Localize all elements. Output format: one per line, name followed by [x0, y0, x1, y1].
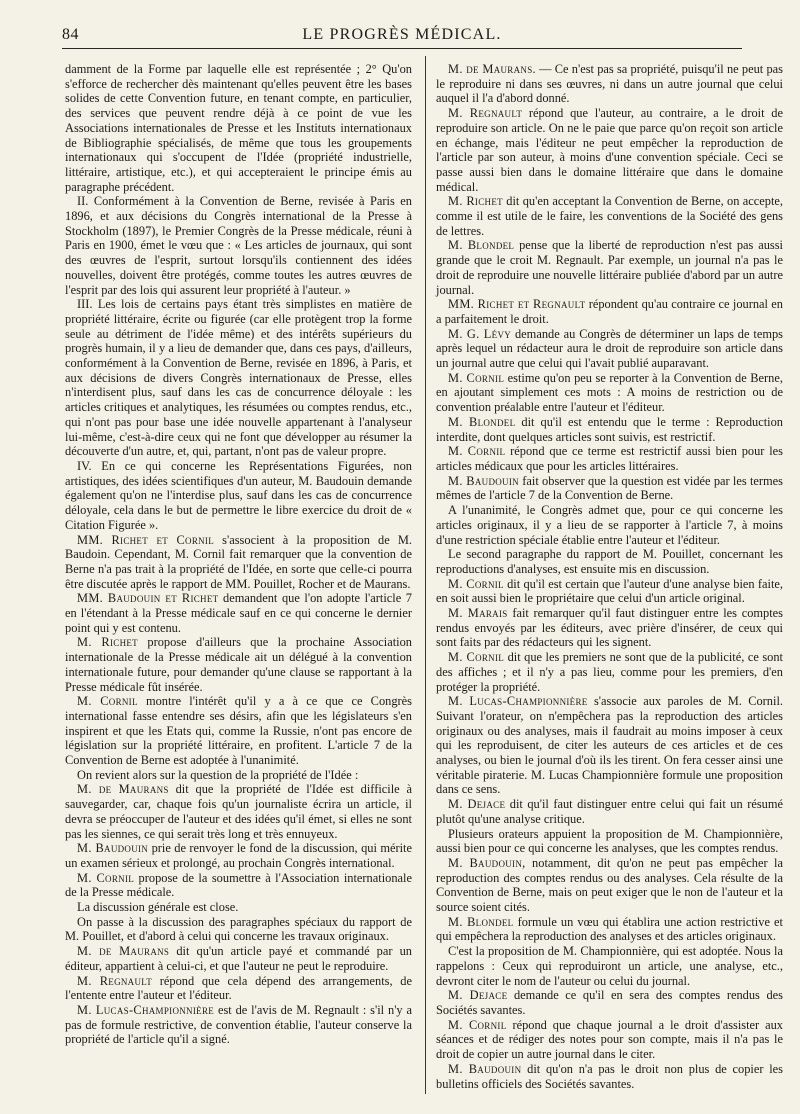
- paragraph: [436, 577, 783, 606]
- paragraph: [436, 694, 783, 797]
- paragraph: [436, 474, 783, 503]
- speaker-name: M. Lucas-Championnière: [77, 1003, 215, 1017]
- speaker-name: M. de Maurans.: [448, 62, 536, 76]
- paragraph: [65, 533, 412, 592]
- paragraph-text: répond que l'auteur, au contraire, a le droit de reproduire son article. On ne le paie que parce qu'on reçoit son article en échange, mais l'éditeur ne peut empêcher la reproduction de l'article par son auteur, à moins d'une convention spéciale. Ceci se passe aussi bien dans le domaine littéraire que dans le domaine médical.: [436, 106, 783, 194]
- paragraph-text: prie de renvoyer le fond de la discussion, qui mérite un examen sérieux et prolongé, au prochain Congrès international.: [65, 841, 412, 870]
- paragraph-text: demande au Congrès de déterminer un laps de temps après lequel un rédacteur aura le droit de reproduire son article dans un journal autre que celui qui l'avait publié auparavant.: [436, 326, 784, 371]
- paragraph: [65, 782, 412, 841]
- speaker-name: M. Dejace: [448, 797, 506, 812]
- paragraph: [436, 194, 783, 238]
- paragraph: [436, 106, 783, 194]
- speaker-name: M. Blondel: [448, 914, 514, 929]
- paragraph-text: demande ce qu'il en sera des comptes rendus des Sociétés savantes.: [436, 988, 783, 1017]
- paragraph-text: répondent qu'au contraire ce journal en a parfaitement le droit.: [436, 297, 783, 326]
- left-column: [65, 62, 412, 1047]
- paragraph-text: IV. En ce qui concerne les Représentations Figurées, non artistiques, des idées scientifiques d'un auteur, M. Baudouin demande également qu'on ne l'interdise plus, sauf dans les cas de concurrence déloyale, cela dans le but de permettre le libre exercice du droit de « Citation Figurée ».: [65, 458, 412, 532]
- speaker-name: MM. Richet et Cornil: [77, 532, 215, 547]
- paragraph: [65, 944, 412, 973]
- column-divider: [425, 56, 426, 1094]
- speaker-name: M. Regnault: [77, 973, 153, 988]
- speaker-name: M. Richet: [77, 635, 138, 650]
- paragraph-text: II. Conformément à la Convention de Berne, revisée à Paris en 1896, et aux décisions du Congrès international de la Presse à Stockholm (1897), le Premier Congrès de la Presse médicale, réuni à Paris en 1900, émet le vœu que : « Les articles de journaux, qui sont des œuvres de l'esprit, surtout lorsqu'ils contiennent des idées nouvelles, doivent être protégés, comme toutes les autres œuvres de l'esprit par des lois qui assurent leur propriété à l'auteur. »: [65, 194, 412, 297]
- speaker-name: MM. Baudouin et Richet: [77, 591, 219, 606]
- paragraph: [65, 1003, 412, 1047]
- paragraph: [436, 650, 783, 694]
- paragraph-text: dit que la propriété de l'Idée est difficile à sauvegarder, car, chaque fois qu'un journaliste écrira un article, il devra se préoccuper de l'auteur et des idées qu'il émet, si elles ne sont pas les siennes, ce qui serait très long et très ennuyeux.: [65, 782, 412, 841]
- paragraph-text: est de l'avis de M. Regnault : s'il n'y a pas de formule restrictive, de convention établie, l'auteur conserve la propriété de l'article qu'il a signé.: [65, 1003, 412, 1047]
- speaker-name: M. Cornil: [448, 650, 505, 665]
- paragraph: [436, 856, 783, 915]
- paragraph: [436, 371, 783, 415]
- paragraph-text: dit qu'il est certain que l'auteur d'une analyse bien faite, en soit aussi bien le propriétaire que celui d'un article original.: [436, 576, 783, 606]
- paragraph: [436, 503, 783, 547]
- paragraph: [436, 238, 783, 297]
- speaker-name: M. de Maurans: [77, 944, 170, 959]
- paragraph: [65, 297, 412, 459]
- paragraph-text: s'associe aux paroles de M. Cornil. Suivant l'orateur, on n'empêchera pas la reproduction des articles originaux ou des analyses, mais il faudrait au moins imposer à ceux qui les reproduisent, de citer les auteurs de ces articles et de ces analyses, ou bien le journal d'où ils les tirent. On fera cesser ainsi une véritable piraterie. M. Lucas Championnière formule une proposition dans ce sens.: [436, 694, 783, 797]
- speaker-name: M. Baudouin: [448, 1061, 522, 1076]
- paragraph: [436, 1018, 783, 1062]
- paragraph: [65, 459, 412, 533]
- paragraph-text: On revient alors sur la question de la propriété de l'Idée :: [77, 767, 359, 782]
- right-column: [436, 62, 783, 1091]
- paragraph-text: III. Les lois de certains pays étant très simplistes en matière de propriété littéraire, écrite ou figurée (car elle protègent trop la forme seule au détriment de l'idée même) et des intérêts supérieurs du progrès humain, il y a lieu de demander que, dans ces pays, d'ailleurs, conformément à la Convention de Berne, revisée en 1896, à Paris, et aux décisions de divers Congrès internationaux de Presse, elles n'interdisent plus, sauf dans les cas de concurrence déloyale : les articles critiques et analytiques, les résumées ou comptes rendus, etc., qui n'ont pas pour base une idée nouvelle appartenant à l'analyseur lui-même, c'est-à-dire ceux qui ne font que développer au résumer la découverte d'un autre, et, qui, partant, n'ont pas de valeur propre.: [65, 297, 412, 459]
- paragraph: [65, 974, 412, 1003]
- paragraph: [436, 297, 783, 326]
- paragraph: [436, 62, 783, 106]
- paragraph-text: dit qu'il est entendu que le terme : Reproduction interdite, dont quelques articles sont suivis, est restrictif.: [436, 414, 783, 444]
- paragraph-text: montre l'intérêt qu'il y a à ce que ce Congrès international fasse entendre ses désirs, afin que les législateurs s'en inspirent et que les Etats qui, comme la Russie, n'ont pas encore de législation sur la propriété littéraire, en profitent. L'article 7 de la Convention de Berne est adoptée à l'unanimité.: [65, 694, 412, 768]
- speaker-name: M. Lucas-Championnière: [448, 694, 588, 709]
- speaker-name: M. Cornil: [77, 870, 135, 885]
- speaker-name: M. Baudouin: [77, 841, 149, 856]
- paragraph-text: fait observer que la question est vidée par les termes mêmes de l'article 7 de la Convention de Berne.: [436, 473, 784, 503]
- speaker-name: M. Cornil: [448, 576, 504, 591]
- paragraph: [436, 827, 783, 856]
- paragraph-text: — Ce n'est pas sa propriété, puisqu'il ne peut pas le reproduire ni dans ses œuvres, ni dans un autre journal que celui auquel il l'a d'abord donné.: [436, 62, 783, 106]
- paragraph-text: notamment, dit qu'on ne peut pas empêcher la reproduction des comptes rendus ou des analyses. Cela résulte de la Convention de Berne, mais on peut exiger que le non de l'auteur et la source soient cités.: [436, 855, 783, 915]
- paragraph-text: damment de la Forme par laquelle elle est représentée ; 2° Qu'on s'efforce de rechercher dès maintenant qu'elles peuvent être les bases solides de cette Convention future, en tenant compte, en particulier, des services que peuvent rendre déjà à ce point de vue les Associations internationales de Presse et les Instituts internationaux de Bibliographie spécialisés, de même que tous les groupements internationaux qui s'occupent de l'Idée (propriété industrielle, littéraire, artistique, etc.), et qui accepteraient le principe émis au paragraphe précédent.: [65, 62, 412, 194]
- paragraph-text: propose d'ailleurs que la prochaine Association internationale de la Presse médicale ait un délégué à la convention internationale future, pour demander qu'une clause se rapportant à la Presse médicale fût insérée.: [65, 635, 413, 694]
- speaker-name: M. Marais: [448, 606, 508, 621]
- speaker-name: M. Dejace: [448, 988, 508, 1003]
- paragraph: [65, 871, 412, 900]
- paragraph: [436, 547, 783, 576]
- speaker-name: M. Cornil: [448, 444, 506, 459]
- paragraph-text: répond que chaque journal a le droit d'assister aux séances et de rédiger des notes pour son compte, mais il n'a pas le droit de copier un autre journal dans le citer.: [436, 1017, 783, 1062]
- speaker-name: M. Cornil: [448, 1017, 507, 1032]
- paragraph: [65, 635, 412, 694]
- paragraph-text: répond que ce terme est restrictif aussi bien pour les articles médicaux que pour les articles littéraires.: [436, 444, 783, 473]
- paragraph-text: dit qu'on n'a pas le droit non plus de copier les bulletins officiels des Sociétés savantes.: [436, 1061, 783, 1091]
- paragraph-text: estime qu'on peu se reporter à la Convention de Berne, en ajoutant simplement ces mots : A moins de restriction ou de convention préalable entre l'auteur et l'éditeur.: [436, 370, 783, 415]
- paragraph-text: C'est la proposition de M. Championnière, qui est adoptée. Nous la rappelons : Ceux qui reproduiront un article, une analyse, etc., devront citer le nom de l'auteur ou celui du journal.: [436, 944, 783, 988]
- paragraph: [65, 900, 412, 915]
- paragraph: [65, 915, 412, 944]
- speaker-name: M. Cornil: [448, 370, 505, 385]
- paragraph: [436, 944, 783, 988]
- paragraph: [436, 988, 783, 1017]
- paragraph: [65, 694, 412, 768]
- speaker-name: M. Blondel: [448, 414, 516, 429]
- paragraph-text: s'associent à la proposition de M. Baudoin. Cependant, M. Cornil fait remarquer que la convention de Berne n'a pas trait à la propriété de l'Idée, en sorte que celle-ci pourra être discutée après le rapport de MM. Pouillet, Rocher et de Maurans.: [65, 532, 412, 591]
- paragraph-text: propose de la soumettre à l'Association internationale de la Presse médicale.: [65, 870, 412, 900]
- speaker-name: M. Baudouin,: [448, 855, 526, 870]
- paragraph-text: répond que cela dépend des arrangements, de l'entente entre l'auteur et l'éditeur.: [65, 973, 412, 1003]
- paragraph: [436, 606, 783, 650]
- paragraph-text: dit qu'il faut distinguer entre celui qui fait un résumé plutôt qu'une analyse critique.: [436, 797, 783, 826]
- paragraph-text: demandent que l'on adopte l'article 7 en l'étendant à la Presse médicale sauf en ce qui concerne le dernier point qui y est contenu.: [65, 591, 412, 635]
- paragraph-text: dit que les premiers ne sont que de la publicité, ce sont des affiches ; et il n'y a pas lieu, comme pour les premiers, d'en protéger la propriété.: [436, 650, 783, 694]
- running-title: LE PROGRÈS MÉDICAL.: [302, 26, 502, 43]
- paragraph: [436, 1062, 783, 1091]
- paragraph: [436, 327, 783, 371]
- paragraph: [436, 444, 783, 473]
- speaker-name: M. Blondel: [448, 238, 515, 253]
- paragraph: [436, 797, 783, 826]
- paragraph-text: pense que la liberté de reproduction n'est pas aussi grande que le croit M. Regnault. Par exemple, un journal n'a pas le droit de reproduire une nouvelle littéraire publiée d'abord par un autre journal.: [436, 238, 783, 297]
- speaker-name: M. Regnault: [448, 106, 523, 121]
- paragraph: [65, 841, 412, 870]
- paragraph: [65, 768, 412, 783]
- speaker-name: M. G. Lévy: [448, 326, 512, 341]
- paragraph-text: Le second paragraphe du rapport de M. Pouillet, concernant les reproductions d'analyses, est ensuite mis en discussion.: [436, 547, 783, 576]
- speaker-name: MM. Richet et Regnault: [448, 297, 586, 312]
- speaker-name: M. de Maurans: [77, 782, 169, 797]
- paragraph-text: dit qu'en acceptant la Convention de Berne, on accepte, comme il est utile de le faire, les conventions de la Société des gens de lettres.: [436, 194, 783, 238]
- paragraph-text: dit qu'un article payé et commandé par un éditeur, appartient à celui-ci, et que l'auteur ne peut le reproduire.: [65, 944, 412, 973]
- paragraph: [65, 591, 412, 635]
- paragraph: [65, 62, 412, 194]
- paragraph-text: Plusieurs orateurs appuient la proposition de M. Championnière, aussi bien pour ce qui concerne les analyses, que les comptes rendus.: [436, 826, 783, 856]
- paragraph-text: La discussion générale est close.: [77, 900, 239, 915]
- paragraph-text: fait remarquer qu'il faut distinguer entre les comptes rendus envoyés par les éditeurs, avec prière d'insérer, de ceux qui sont faits par des rédacteurs qui les signent.: [436, 606, 783, 650]
- speaker-name: M. Richet: [448, 194, 503, 209]
- page-header: [62, 26, 742, 46]
- paragraph: [65, 194, 412, 297]
- paragraph: [436, 915, 783, 944]
- paragraph-text: A l'unanimité, le Congrès admet que, pour ce qui concerne les articles originaux, il y a lieu de se rapporter à l'article 7, à moins d'une restriction spéciale établie entre l'auteur et l'éditeur.: [436, 503, 783, 547]
- paragraph: [436, 415, 783, 444]
- speaker-name: M. Baudouin: [448, 473, 519, 488]
- paragraph-text: On passe à la discussion des paragraphes spéciaux du rapport de M. Pouillet, et d'abord à celui qui concerne les travaux originaux.: [65, 914, 412, 944]
- header-rule: [62, 48, 742, 49]
- page-number: 84: [62, 26, 79, 43]
- paragraph-text: formule un vœu qui établira une action restrictive et qui empêchera la reproduction des analyses et des articles originaux.: [436, 914, 783, 944]
- speaker-name: M. Cornil: [77, 694, 138, 709]
